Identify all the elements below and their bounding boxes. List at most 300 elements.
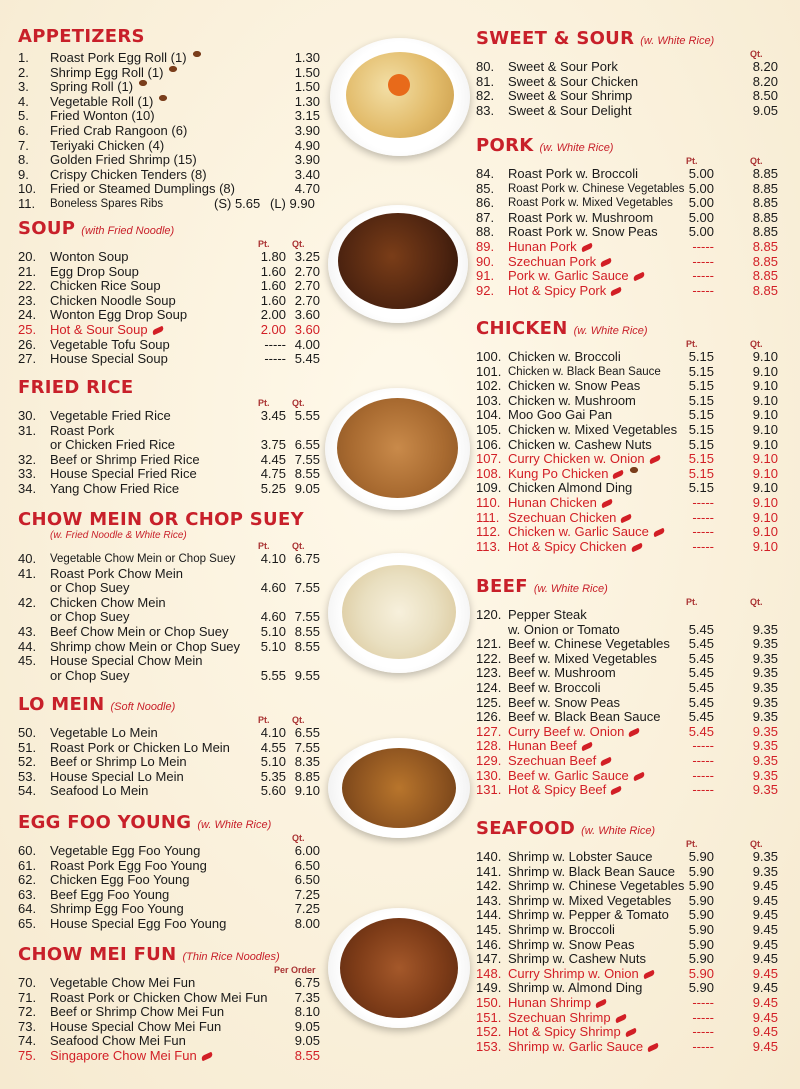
item-name (50, 976, 195, 991)
item-name (508, 240, 593, 255)
item-price-quart: 9.35 (752, 752, 778, 768)
item-number: 40. (18, 551, 37, 566)
item-name-text: Chicken w. Mixed Vegetables (508, 421, 678, 437)
item-number: 11. (18, 195, 36, 211)
chili-pepper-icon (632, 272, 645, 282)
item-price-pint: ----- (692, 1024, 714, 1040)
item-name (50, 250, 129, 265)
menu-item (18, 755, 326, 770)
item-number: 104. (476, 407, 502, 423)
item-name (50, 610, 130, 625)
item-name (508, 696, 620, 711)
item-name (508, 652, 657, 667)
chili-pepper-icon (612, 470, 625, 480)
item-price-pint: 5.60 (260, 783, 286, 799)
item-number: 50. (18, 725, 37, 740)
item-name-text: House Special Chow Mein (50, 653, 203, 669)
section-header (18, 812, 326, 833)
item-price-quart: 9.45 (752, 907, 778, 923)
item-name-text: Hunan Chicken (508, 494, 597, 510)
item-number: 3. (18, 79, 29, 95)
item-name-text: Vegetable Chow Mein or Chop Suey (50, 553, 236, 565)
menu-item (476, 182, 788, 197)
item-number: 88. (476, 224, 495, 240)
menu-item (476, 496, 788, 511)
chili-pepper-icon (200, 1052, 213, 1062)
item-name (50, 755, 187, 770)
item-price-quart: 9.10 (752, 407, 778, 423)
item-name (508, 89, 632, 104)
item-name-text: Hunan Pork (508, 238, 577, 254)
menu-item (18, 453, 326, 468)
chili-pepper-icon (614, 1013, 627, 1023)
item-number: 33. (18, 466, 37, 482)
item-name (508, 739, 593, 754)
item-price-pint: 5.15 (688, 349, 714, 364)
item-name (50, 552, 235, 567)
item-name-text: Roast Pork w. Chinese Vegetables (508, 182, 685, 195)
menu-item (476, 739, 788, 754)
item-number: 34. (18, 480, 37, 496)
item-name-text: Chicken w. Snow Peas (508, 378, 641, 394)
item-number: 124. (476, 679, 502, 695)
menu-item (476, 240, 788, 255)
item-name-text: Chicken Chow Mein (50, 594, 166, 610)
item-price: 1.30 (294, 93, 320, 109)
menu-item (18, 552, 326, 567)
item-price: 4.70 (294, 181, 320, 197)
item-price-pint: 5.90 (688, 980, 714, 996)
section-chow-mein (18, 509, 326, 683)
item-name-text: Beef w. Broccoli (508, 679, 601, 695)
item-price: 9.05 (294, 1018, 320, 1034)
menu-item (18, 279, 326, 294)
item-name (50, 888, 169, 903)
menu-item (476, 981, 788, 996)
item-name (50, 453, 200, 468)
item-name-text: Fried Crab Rangoon (6) (50, 122, 188, 138)
item-price-quart: 9.10 (752, 349, 778, 364)
item-name (50, 741, 230, 756)
item-name (508, 666, 616, 681)
item-price-pint: ----- (692, 767, 714, 783)
item-name-text: Wonton Soup (50, 249, 129, 264)
item-name (50, 197, 163, 212)
menu-item (18, 770, 326, 785)
menu-item (18, 610, 326, 625)
item-name-text: Beef w. Mixed Vegetables (508, 650, 657, 666)
item-price-pint: 5.45 (688, 621, 714, 637)
item-name (508, 525, 665, 540)
menu-item (476, 269, 788, 284)
item-price-pint: 5.00 (688, 166, 714, 181)
item-price-pint: 2.00 (260, 307, 286, 323)
item-name (508, 967, 655, 982)
chili-pepper-icon (630, 542, 643, 552)
item-name-text: Roast Pork or Chicken Lo Mein (50, 739, 230, 755)
section-fried-rice (18, 377, 326, 497)
item-name-text: Roast Pork (50, 422, 115, 438)
menu-item (476, 365, 788, 380)
item-price-quart: 9.10 (752, 524, 778, 540)
item-name-text: Shrimp w. Almond Ding (508, 980, 643, 996)
item-price-quart: 9.45 (752, 892, 778, 908)
item-price-pint: 5.00 (688, 209, 714, 225)
item-name-text: Chicken w. Cashew Nuts (508, 436, 652, 452)
menu-item (476, 1025, 788, 1040)
item-price-pint: 4.55 (260, 739, 286, 755)
item-name-text: Shrimp w. Garlic Sauce (508, 1038, 644, 1054)
item-number: 41. (18, 565, 37, 581)
item-name (50, 844, 200, 859)
item-price-pint: 5.15 (688, 451, 714, 467)
menu-item (476, 908, 788, 923)
item-name (508, 681, 601, 696)
item-number: 87. (476, 209, 495, 225)
item-name-text: Beef or Shrimp Fried Rice (50, 451, 200, 467)
item-price: 8.55 (294, 1047, 320, 1063)
item-name-text: Hot & Spicy Beef (508, 782, 607, 798)
item-number: 153. (476, 1038, 502, 1054)
item-name-text: Chicken Rice Soup (50, 278, 161, 294)
item-number: 122. (476, 650, 502, 666)
item-name-text: Shrimp w. Lobster Sauce (508, 849, 653, 864)
item-price-quart: 9.35 (752, 679, 778, 695)
item-name-text: Hunan Shrimp (508, 994, 592, 1010)
section-title: PORK (476, 135, 534, 156)
lo-mein-photo (328, 738, 470, 838)
item-price-pint: 5.45 (688, 665, 714, 681)
item-price: 6.75 (294, 975, 320, 990)
item-price-pint: 5.90 (688, 965, 714, 981)
item-price: 3.90 (294, 122, 320, 138)
item-number: 89. (476, 238, 495, 254)
menu-item (476, 783, 788, 798)
item-price-pint: 5.90 (688, 907, 714, 923)
menu-item (476, 923, 788, 938)
menu-item (18, 323, 326, 338)
item-number: 60. (18, 843, 37, 858)
item-name-text: Shrimp w. Broccoli (508, 921, 615, 937)
item-price-pint: 4.10 (260, 551, 286, 566)
item-name-text: Hot & Spicy Chicken (508, 538, 627, 554)
item-number: 109. (476, 480, 502, 496)
item-price-pint: 5.45 (688, 650, 714, 666)
menu-item (18, 625, 326, 640)
menu-item (476, 350, 788, 365)
menu-item (476, 423, 788, 438)
item-name (50, 873, 190, 888)
item-name-text: Shrimp w. Snow Peas (508, 936, 635, 952)
menu-item (18, 873, 326, 888)
item-price-pint: ----- (692, 524, 714, 540)
item-name-text: Shrimp w. Black Bean Sauce (508, 863, 675, 879)
item-name (508, 865, 675, 880)
item-price-pint: 5.10 (260, 638, 286, 654)
item-price-quart: 2.70 (294, 278, 320, 294)
item-name-text: Curry Beef w. Onion (508, 723, 625, 739)
item-price-quart: 9.10 (752, 436, 778, 452)
section-sweet-sour (476, 28, 788, 118)
item-name (50, 294, 176, 309)
item-name-text: Vegetable Chow Mei Fun (50, 975, 196, 990)
item-name (50, 323, 164, 338)
item-number: 8. (18, 152, 29, 168)
section-header (476, 318, 788, 339)
menu-item (18, 265, 326, 280)
item-price-pint: 4.75 (260, 466, 286, 482)
item-price: 9.05 (294, 1033, 320, 1049)
item-name-text: Curry Chicken w. Onion (508, 451, 645, 467)
item-name (508, 623, 620, 638)
pint-label: Pt. (258, 398, 270, 408)
item-name-text: House Special Egg Foo Young (50, 915, 227, 931)
item-price-large: (L) 9.90 (270, 195, 315, 211)
menu-item (476, 196, 788, 211)
section-note: (Soft Noodle) (110, 701, 176, 713)
menu-item (18, 438, 326, 453)
item-name (508, 394, 636, 409)
item-name (50, 581, 130, 596)
item-number: 84. (476, 166, 495, 181)
item-number: 123. (476, 665, 502, 681)
item-name (50, 654, 202, 669)
item-name-text: Shrimp w. Cashew Nuts (508, 951, 646, 967)
item-name (50, 409, 171, 424)
item-name (508, 769, 645, 784)
item-number: 129. (476, 752, 502, 768)
item-price-quart: 9.35 (752, 709, 778, 725)
item-name-text: Pepper Steak (508, 607, 587, 622)
item-name (50, 51, 191, 66)
item-name-text: Beef w. Garlic Sauce (508, 767, 629, 783)
item-price-pint: ----- (692, 253, 714, 269)
menu-item (476, 996, 788, 1011)
item-price-quart: 9.10 (752, 480, 778, 496)
item-price-pint: 5.00 (688, 224, 714, 240)
section-chow-mei-fun (18, 944, 326, 1064)
item-price-quart: 9.35 (752, 782, 778, 798)
item-name (508, 879, 684, 894)
item-price: 7.25 (294, 886, 320, 902)
item-number: 54. (18, 783, 37, 799)
item-name-text: Szechuan Pork (508, 253, 597, 269)
item-number: 147. (476, 951, 502, 967)
item-number: 108. (476, 465, 502, 481)
item-name (508, 269, 645, 284)
item-price-pint: 5.15 (688, 363, 714, 379)
item-number: 149. (476, 980, 502, 996)
item-name (50, 66, 167, 81)
item-price-quart: 8.85 (752, 180, 778, 196)
item-name (50, 153, 197, 168)
item-price-pint: ----- (692, 509, 714, 525)
item-price-quart: 9.10 (294, 783, 320, 799)
menu-item (476, 394, 788, 409)
item-number: 101. (476, 363, 502, 379)
menu-item (18, 482, 326, 497)
chow-mein-photo (328, 553, 470, 673)
item-number: 27. (18, 351, 37, 367)
quart-label: Qt. (292, 715, 305, 725)
menu-item (18, 1005, 326, 1020)
item-price-pint: 4.10 (260, 725, 286, 740)
item-name (508, 211, 653, 226)
item-price-quart: 9.45 (752, 980, 778, 996)
item-price-quart: 9.10 (752, 538, 778, 554)
item-number: 61. (18, 857, 37, 873)
item-name-text: Szechuan Chicken (508, 509, 617, 525)
item-name (50, 784, 148, 799)
item-number: 4. (18, 93, 29, 109)
item-price-quart: 5.55 (294, 408, 320, 423)
item-name (508, 255, 612, 270)
section-soup (18, 218, 326, 367)
item-name (50, 859, 207, 874)
item-name (508, 996, 607, 1011)
item-name (508, 423, 677, 438)
menu-item (18, 917, 326, 932)
item-price-quart: 9.10 (752, 392, 778, 408)
chili-pepper-icon (642, 970, 655, 980)
pint-label: Pt. (258, 541, 270, 551)
item-price: 1.30 (294, 50, 320, 65)
item-price-quart: 9.35 (752, 849, 778, 864)
menu-item (18, 888, 326, 903)
section-egg-foo-young (18, 812, 326, 932)
item-price-pint: ----- (692, 538, 714, 554)
menu-item (476, 879, 788, 894)
item-name (508, 637, 670, 652)
chili-pepper-icon (648, 455, 661, 465)
section-note: (w. White Rice) (581, 825, 656, 837)
item-number: 106. (476, 436, 502, 452)
item-name-text: Beef w. Black Bean Sauce (508, 709, 661, 725)
item-number: 31. (18, 422, 37, 438)
item-name-text: Roast Pork Egg Roll (1) (50, 50, 187, 65)
item-number: 121. (476, 636, 502, 652)
item-number: 23. (18, 292, 37, 308)
section-header (476, 576, 788, 597)
item-price: 6.00 (294, 843, 320, 858)
item-name-text: Chicken Egg Foo Young (50, 872, 190, 888)
item-name (508, 196, 673, 211)
item-name-text: Kung Po Chicken (508, 465, 609, 481)
item-number: 103. (476, 392, 502, 408)
item-price-quart: 3.60 (294, 321, 320, 337)
item-price-pint: 1.60 (260, 278, 286, 294)
item-price-pint: ----- (692, 994, 714, 1010)
item-price-pint: 5.35 (260, 768, 286, 784)
item-name (508, 1025, 637, 1040)
menu-item (18, 338, 326, 353)
item-name (50, 1034, 186, 1049)
item-number: 73. (18, 1018, 37, 1034)
quart-label: Qt. (292, 541, 305, 551)
menu-item (18, 80, 326, 95)
item-name (508, 540, 643, 555)
item-price-pint: 5.15 (688, 407, 714, 423)
item-name (508, 783, 622, 798)
item-number: 102. (476, 378, 502, 394)
item-name-text: Beef or Shrimp Lo Mein (50, 754, 187, 770)
menu-item (18, 294, 326, 309)
section-header (18, 218, 326, 239)
item-name (508, 754, 612, 769)
item-name-text: Chicken Noodle Soup (50, 292, 176, 308)
item-price: 8.20 (752, 73, 778, 89)
item-price-pint: 5.15 (688, 378, 714, 394)
menu-item (476, 850, 788, 865)
item-name-text: Vegetable Roll (1) (50, 93, 154, 109)
menu-item (476, 525, 788, 540)
item-price: 7.25 (294, 901, 320, 917)
item-number: 45. (18, 653, 37, 669)
item-name-text: Roast Pork w. Mixed Vegetables (508, 197, 673, 210)
item-price-pint: 1.60 (260, 263, 286, 279)
menu-item (476, 511, 788, 526)
price-column-label: Per Order (274, 965, 316, 975)
menu-item (476, 608, 788, 623)
item-price-quart: 6.55 (294, 725, 320, 740)
item-name-text: Roast Pork w. Broccoli (508, 166, 639, 181)
item-price: 3.90 (294, 152, 320, 168)
item-price-quart: 3.60 (294, 307, 320, 323)
item-name-text: Sweet & Sour Pork (508, 59, 618, 74)
item-number: 52. (18, 754, 37, 770)
section-header (18, 509, 326, 530)
item-name-text: Hot & Spicy Shrimp (508, 1024, 621, 1040)
item-price-quart: 4.00 (294, 336, 320, 352)
chili-pepper-icon (580, 243, 593, 253)
item-name (50, 308, 187, 323)
menu-item (476, 467, 788, 482)
item-number: 62. (18, 872, 37, 888)
item-price-quart: 9.45 (752, 951, 778, 967)
menu-item (18, 124, 326, 139)
menu-item (18, 741, 326, 756)
item-name-text: House Special Soup (50, 351, 168, 367)
item-price-pint: ----- (692, 1038, 714, 1054)
section-header (476, 135, 788, 156)
menu-item (476, 623, 788, 638)
item-number: 110. (476, 494, 501, 510)
item-price-quart: 2.70 (294, 292, 320, 308)
item-price-quart: 8.85 (752, 253, 778, 269)
item-number: 128. (476, 738, 502, 754)
item-name-text: House Special Fried Rice (50, 466, 197, 482)
item-name (50, 625, 228, 640)
section-title: FRIED RICE (18, 377, 134, 398)
item-number: 141. (476, 863, 502, 879)
item-price-quart: 9.35 (752, 621, 778, 637)
item-name (50, 770, 184, 785)
item-price-pint: 5.90 (688, 863, 714, 879)
item-number: 100. (476, 349, 502, 364)
item-number: 6. (18, 122, 29, 138)
section-note: (w. White Rice) (640, 35, 715, 47)
item-name (50, 124, 187, 139)
item-number: 21. (18, 263, 37, 279)
menu-item (18, 784, 326, 799)
menu-item (476, 60, 788, 75)
item-name-text: Beef w. Snow Peas (508, 694, 621, 710)
item-number: 152. (476, 1024, 502, 1040)
menu-item (18, 669, 326, 684)
item-price: 9.05 (752, 102, 778, 118)
menu-item (476, 967, 788, 982)
item-price: 8.00 (294, 915, 320, 931)
